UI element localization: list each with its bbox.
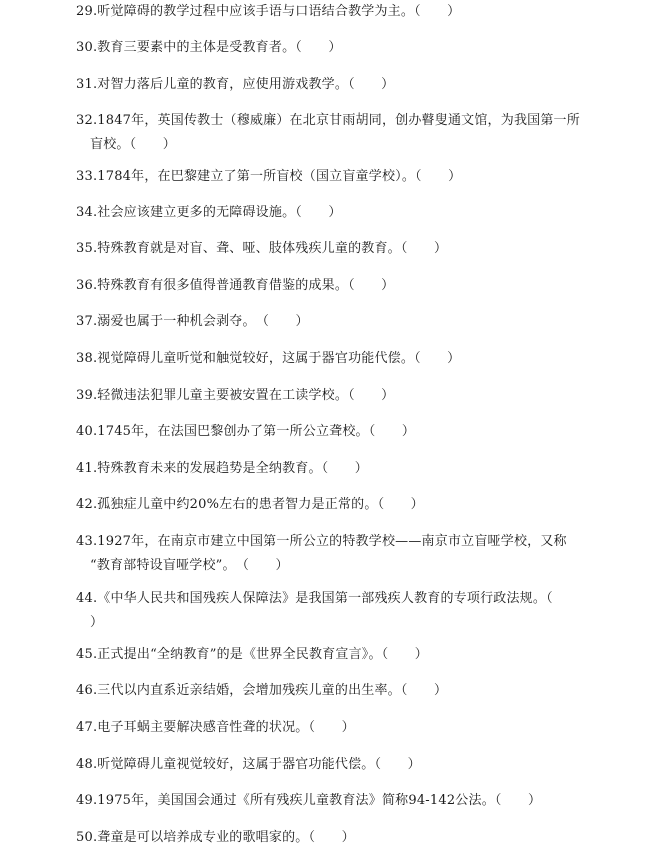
- question-text: 50.聋童是可以培养成专业的歌唱家的。（ ）: [76, 830, 355, 845]
- question-continuation: “教育部特设盲哑学校”。 （ ）: [90, 558, 289, 573]
- question-text: 47.电子耳蜗主要解决感音性聋的状况。（ ）: [76, 720, 355, 735]
- question-32: [76, 109, 596, 157]
- question-48: [76, 753, 596, 777]
- question-33: [76, 165, 596, 189]
- question-47: [76, 716, 596, 740]
- question-text: 34.社会应该建立更多的无障碍设施。（ ）: [76, 205, 342, 220]
- question-31: [76, 73, 596, 97]
- question-text: 40.1745年，在法国巴黎创办了第一所公立聋校。（ ）: [76, 424, 416, 439]
- question-text: 29.听觉障碍的教学过程中应该手语与口语结合教学为主。（ ）: [76, 4, 461, 19]
- question-text: 30.教育三要素中的主体是受教育者。（ ）: [76, 40, 342, 55]
- question-continuation: 盲校。（ ）: [90, 137, 176, 152]
- question-text: 35.特殊教育就是对盲、聋、哑、肢体残疾儿童的教育。（ ）: [76, 241, 448, 256]
- question-46: [76, 679, 596, 703]
- question-35: [76, 237, 596, 261]
- question-text: 37.溺爱也属于一种机会剥夺。 （ ）: [76, 314, 309, 329]
- question-45: [76, 643, 596, 667]
- question-34: [76, 201, 596, 225]
- question-37: [76, 310, 596, 334]
- question-39: [76, 384, 596, 408]
- question-42: [76, 493, 596, 517]
- question-text: 48.听觉障碍儿童视觉较好，这属于器官功能代偿。（ ）: [76, 757, 421, 772]
- question-text: 32.1847年，英国传教士（穆威廉）在北京甘雨胡同，创办瞽叟通文馆，为我国第一所: [76, 113, 580, 128]
- question-text: 31.对智力落后儿童的教育，应使用游戏教学。（ ）: [76, 77, 395, 92]
- question-44: [76, 587, 596, 635]
- question-text: 49.1975年，美国国会通过《所有残疾儿童教育法》简称94-142公法。（ ）: [76, 793, 542, 808]
- question-text: 36.特殊教育有很多值得普通教育借鉴的成果。（ ）: [76, 278, 395, 293]
- question-text: 46.三代以内直系近亲结婚，会增加残疾儿童的出生率。（ ）: [76, 683, 448, 698]
- question-text: 41.特殊教育未来的发展趋势是全纳教育。（ ）: [76, 461, 368, 476]
- question-text: 38.视觉障碍儿童听觉和触觉较好，这属于器官功能代偿。（ ）: [76, 351, 461, 366]
- question-text: 44.《中华人民共和国残疾人保障法》是我国第一部残疾人教育的专项行政法规。（: [76, 591, 553, 606]
- question-38: [76, 347, 596, 371]
- question-continuation: ）: [90, 615, 104, 630]
- question-29: [76, 0, 596, 24]
- question-43: [76, 530, 596, 578]
- question-41: [76, 457, 596, 481]
- question-36: [76, 274, 596, 298]
- question-text: 39.轻微违法犯罪儿童主要被安置在工读学校。（ ）: [76, 388, 395, 403]
- question-text: 33.1784年，在巴黎建立了第一所盲校（国立盲童学校）。（ ）: [76, 169, 462, 184]
- question-49: [76, 789, 596, 813]
- question-30: [76, 36, 596, 60]
- question-text: 45.正式提出“全纳教育”的是《世界全民教育宣言》。（ ）: [76, 647, 428, 662]
- question-text: 42.孤独症儿童中约20%左右的患者智力是正常的。（ ）: [76, 497, 424, 512]
- question-text: 43.1927年，在南京市建立中国第一所公立的特教学校——南京市立盲哑学校，又称: [76, 534, 567, 549]
- question-50: [76, 826, 596, 850]
- question-40: [76, 420, 596, 444]
